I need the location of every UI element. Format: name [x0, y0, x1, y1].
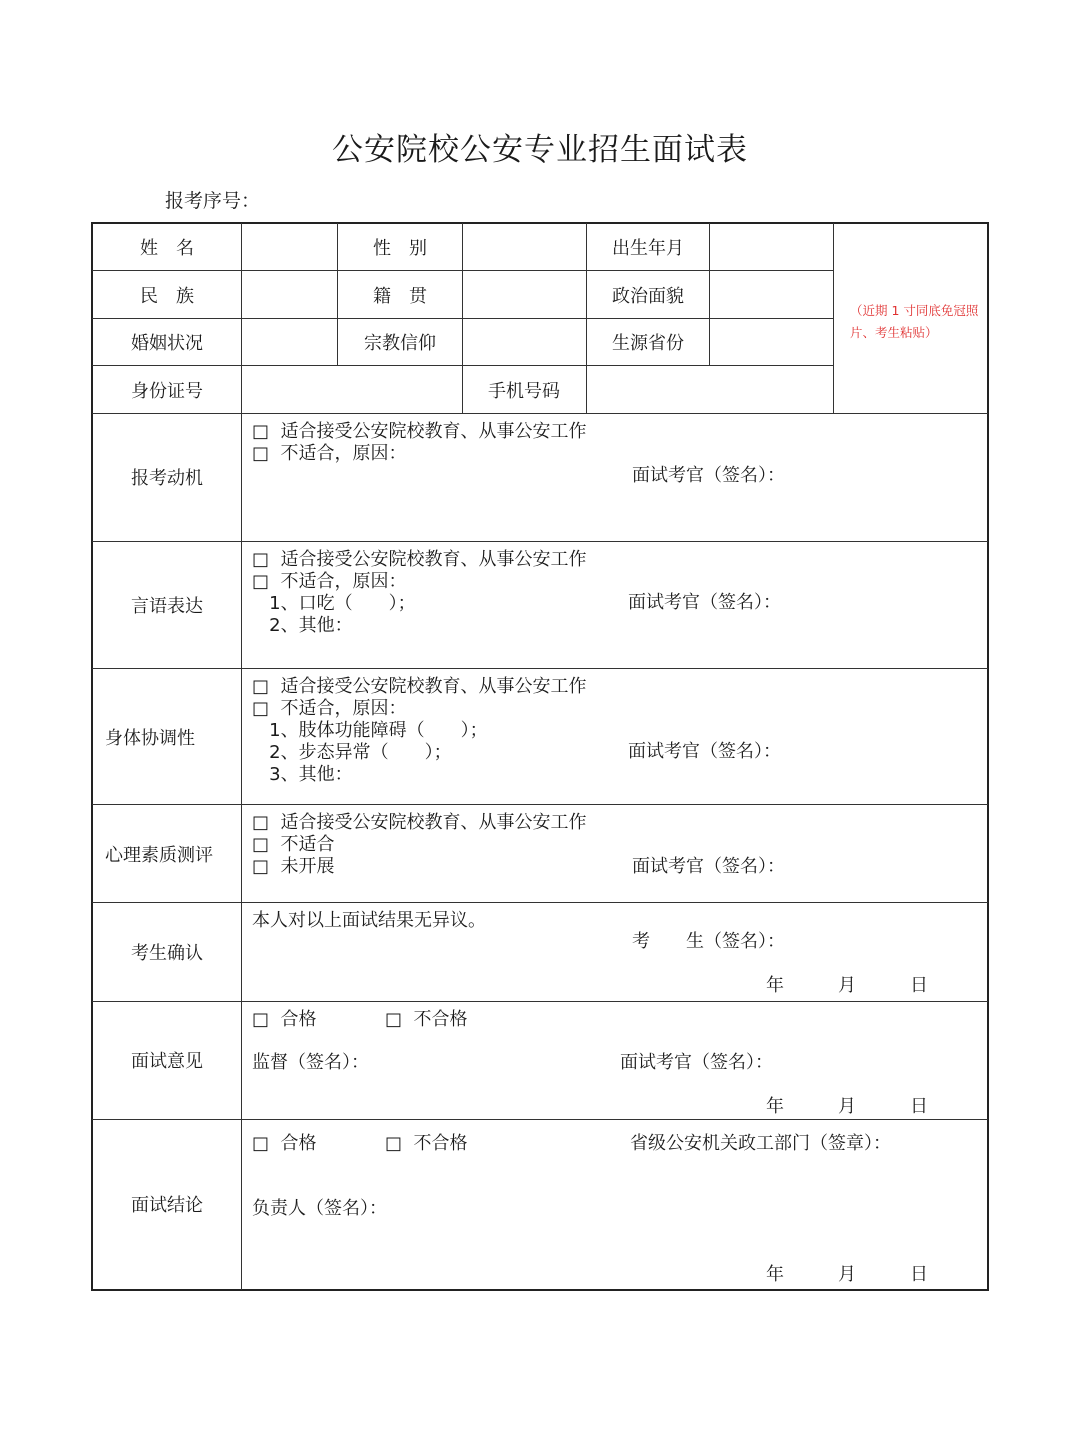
reason-limb: 1、肢体功能障碍（ ）； — [252, 720, 488, 741]
option-unsuitable: □ 不适合，原因： — [252, 443, 407, 464]
option-suitable: □ 适合接受公安院校教育、从事公安工作 — [252, 421, 587, 442]
examiner-signature: 面试考官（签名）： — [620, 1052, 773, 1073]
label-gender: 性 别 — [373, 238, 427, 259]
label-id-number: 身份证号 — [131, 381, 203, 402]
option-suitable: □ 适合接受公安院校教育、从事公安工作 — [252, 812, 587, 833]
examiner-signature: 面试考官（签名）： — [628, 592, 781, 613]
date-line: 年 月 日 — [766, 1096, 928, 1117]
option-suitable: □ 适合接受公安院校教育、从事公安工作 — [252, 676, 587, 697]
reason-stutter: 1、口吃（ ）； — [252, 593, 416, 614]
label-religion: 宗教信仰 — [364, 333, 436, 354]
label-name: 姓 名 — [140, 238, 194, 259]
label-ethnicity: 民 族 — [140, 286, 194, 307]
examiner-signature: 面试考官（签名）： — [632, 465, 785, 486]
label-province: 生源省份 — [612, 333, 684, 354]
option-unsuitable: □ 不适合，原因： — [252, 571, 407, 592]
option-not-conducted: □ 未开展 — [252, 856, 335, 877]
label-native-place: 籍 贯 — [373, 286, 427, 307]
row-divider — [92, 804, 988, 805]
row-divider — [92, 668, 988, 669]
section-label-motive: 报考动机 — [131, 468, 203, 489]
page-title: 公安院校公安专业招生面试表 — [332, 132, 748, 168]
row-divider — [92, 902, 988, 903]
option-pass: □ 合格 — [252, 1133, 317, 1154]
department-seal: 省级公安机关政工部门（签章）： — [630, 1133, 891, 1154]
section-label-conclusion: 面试结论 — [131, 1195, 203, 1216]
date-line: 年 月 日 — [766, 1264, 928, 1285]
row-divider — [92, 1119, 988, 1120]
person-in-charge-signature: 负责人（签名）： — [252, 1198, 387, 1219]
col-divider — [833, 223, 834, 413]
section-label-coordination: 身体协调性 — [105, 728, 195, 749]
section-label-psychology: 心理素质测评 — [105, 845, 213, 866]
reason-other: 3、其他： — [252, 764, 353, 785]
examiner-signature: 面试考官（签名）： — [632, 856, 785, 877]
date-line: 年 月 日 — [766, 975, 928, 996]
row-divider — [92, 413, 988, 414]
col-divider — [709, 223, 710, 365]
label-political-status: 政治面貌 — [612, 286, 684, 307]
reason-other: 2、其他： — [252, 615, 353, 636]
examiner-signature: 面试考官（签名）： — [628, 741, 781, 762]
supervisor-signature: 监督（签名）： — [252, 1052, 369, 1073]
section-label-speech: 言语表达 — [131, 596, 203, 617]
option-fail: □ 不合格 — [385, 1133, 468, 1154]
option-unsuitable: □ 不适合，原因： — [252, 698, 407, 719]
option-pass: □ 合格 — [252, 1009, 317, 1030]
col-divider — [586, 223, 587, 413]
label-phone: 手机号码 — [488, 381, 560, 402]
option-suitable: □ 适合接受公安院校教育、从事公安工作 — [252, 549, 587, 570]
section-label-opinion: 面试意见 — [131, 1051, 203, 1072]
serial-number-label: 报考序号： — [165, 190, 261, 212]
col-divider — [462, 223, 463, 413]
label-marital-status: 婚姻状况 — [131, 333, 203, 354]
label-birth: 出生年月 — [612, 238, 684, 259]
candidate-signature: 考 生（签名）： — [632, 931, 785, 952]
col-divider — [241, 223, 242, 1290]
reason-gait: 2、步态异常（ ）； — [252, 742, 452, 763]
row-divider — [92, 1001, 988, 1002]
option-unsuitable: □ 不适合 — [252, 834, 335, 855]
photo-placeholder-note: （近期 1 寸同底免冠照片、考生粘贴） — [850, 303, 979, 340]
section-label-confirmation: 考生确认 — [131, 943, 203, 964]
col-divider — [337, 223, 338, 365]
row-divider — [92, 541, 988, 542]
option-fail: □ 不合格 — [385, 1009, 468, 1030]
confirmation-statement: 本人对以上面试结果无异议。 — [252, 910, 486, 931]
